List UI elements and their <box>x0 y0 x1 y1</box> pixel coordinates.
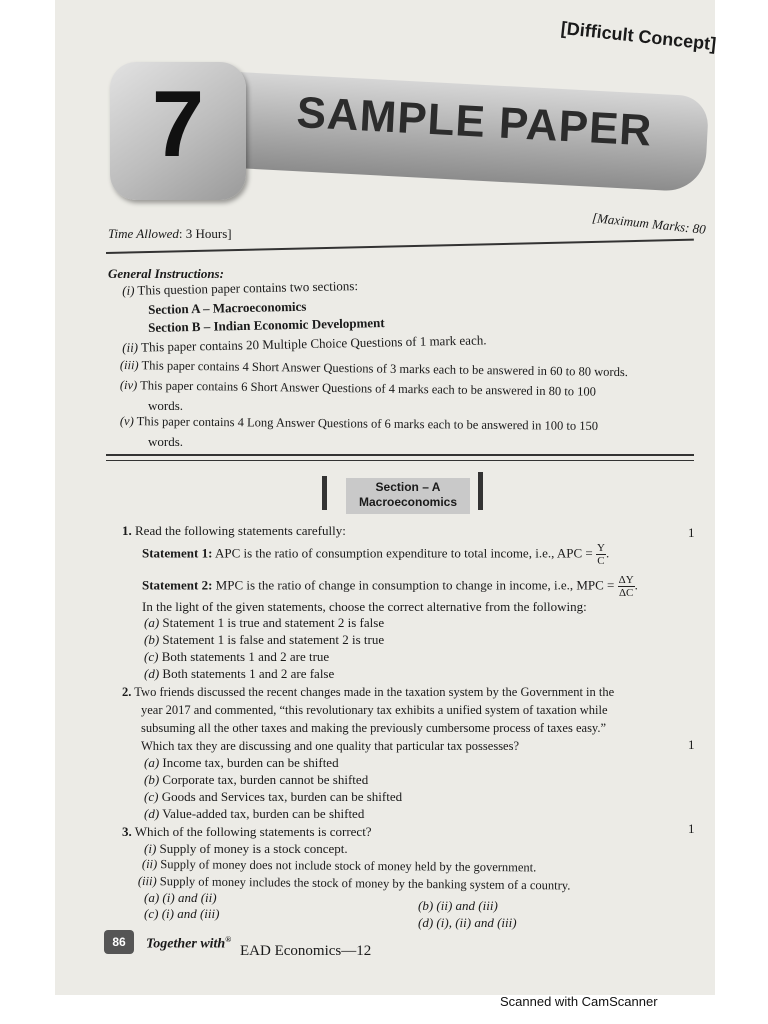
apc-fraction <box>596 542 606 567</box>
question-text: Which of the following statements is correct? <box>134 824 372 839</box>
instruction-item: Section A – Macroeconomics <box>148 298 307 317</box>
option-label: (c) <box>144 789 159 804</box>
option-label: (c) <box>144 649 159 664</box>
paper-title: SAMPLE PAPER <box>295 88 654 156</box>
instruction-num: (v) <box>119 414 134 429</box>
question-marks: 1 <box>688 737 695 752</box>
statement-2: Statement 2: MPC is the ratio of change in consumption to change in income, i.e., MPC = $\frac{\Delta Y}{\Delta C}$ . <box>142 574 638 599</box>
option-label: (c) <box>144 906 159 921</box>
option-label: (a) <box>144 615 160 630</box>
option-label: (b) <box>144 772 160 787</box>
statement-text: Supply of money does not include stock of money held by the government. <box>160 857 537 875</box>
fraction-numerator: ΔY <box>618 574 634 586</box>
option-text: Both statements 1 and 2 are false <box>162 666 335 681</box>
section-subtitle: Macroeconomics <box>358 495 458 509</box>
option-label: (a) <box>144 890 160 905</box>
instruction-num: (i) <box>122 282 135 298</box>
mpc-fraction <box>618 574 635 599</box>
maximum-marks: [Maximum Marks: 80 <box>591 210 707 237</box>
statement-text: Supply of money is a stock concept. <box>159 841 348 856</box>
instruction-num: (iv) <box>119 378 138 393</box>
section-bar-right <box>478 472 483 510</box>
difficulty-tag: [Difficult Concept] <box>559 18 718 55</box>
option <box>418 915 517 931</box>
option-text: (i) and (iii) <box>161 906 220 921</box>
statement <box>144 841 348 857</box>
question-number: 1. <box>122 523 132 538</box>
brand-name: Together with <box>146 936 226 952</box>
statement-label: Statement 1: <box>142 545 213 561</box>
instruction-text: This paper contains 20 Multiple Choice Questions of 1 mark each. <box>140 332 487 355</box>
statement-label: (ii) <box>141 857 158 872</box>
fraction-numerator: Y <box>597 542 605 554</box>
statement-1: Statement 1: APC is the ratio of consumption expenditure to total income, i.e., APC = $\frac{Y}{C}$ . <box>142 542 610 567</box>
camscanner-watermark: Scanned with CamScanner <box>500 994 658 1009</box>
option <box>144 755 339 771</box>
statement-text: APC is the ratio of consumption expenditure to total income, i.e., APC = <box>214 545 593 561</box>
paper-number: 7 <box>151 71 205 176</box>
question-3 <box>122 824 372 840</box>
instruction-num: (iii) <box>119 358 139 373</box>
statement-label: (i) <box>144 841 157 856</box>
question-text: Read the following statements carefully: <box>135 523 346 538</box>
question-text: year 2017 and commented, “this revolutionary tax exhibits a unified system of taxation while <box>141 703 608 717</box>
option <box>418 898 498 914</box>
option <box>144 632 384 648</box>
instruction-item: words. <box>148 434 184 449</box>
divider <box>106 454 694 456</box>
option-label: (d) <box>418 915 434 930</box>
section-heading <box>346 478 470 514</box>
fraction-denominator: C <box>597 555 605 567</box>
option-text: Goods and Services tax, burden can be shifted <box>161 789 403 804</box>
instructions-heading: General Instructions: <box>108 266 224 281</box>
option-label: (a) <box>144 755 160 770</box>
option <box>144 649 329 665</box>
option <box>144 772 368 788</box>
question-marks: 1 <box>688 525 695 540</box>
question-text: subsuming all the other taxes and making the previously cumbersome process of taxes easy.” <box>141 721 607 735</box>
instruction-text: This question paper contains two sections: <box>137 278 359 298</box>
option <box>144 806 364 822</box>
option-text: Statement 1 is true and statement 2 is false <box>162 615 385 630</box>
option-text: Value-added tax, burden can be shifted <box>162 806 365 821</box>
option-text: (ii) and (iii) <box>436 898 498 913</box>
question-text: Two friends discussed the recent changes made in the taxation system by the Government in the <box>134 685 615 699</box>
option-text: Statement 1 is false and statement 2 is true <box>162 632 385 647</box>
fraction-denominator: ΔC <box>618 587 634 599</box>
instruction-item: words. <box>148 398 184 413</box>
statement-label: (iii) <box>137 874 157 889</box>
option-text: Both statements 1 and 2 are true <box>161 649 330 664</box>
question-text: Which tax they are discussing and one quality that particular tax possesses? <box>141 739 520 753</box>
question-number: 2. <box>122 685 132 699</box>
option <box>144 906 219 922</box>
question-number: 3. <box>122 824 132 839</box>
question-2 <box>122 685 614 700</box>
instruction-text: This paper contains 4 Long Answer Questions of 6 marks each to be answered in 100 to 150 <box>136 414 599 434</box>
instruction-num: (ii) <box>122 339 139 355</box>
time-allowed <box>108 226 232 242</box>
option <box>144 789 402 805</box>
option-label: (b) <box>418 898 434 913</box>
question-1 <box>122 523 346 539</box>
section-title: Section – A <box>375 480 441 494</box>
question-marks: 1 <box>688 821 695 836</box>
option-text: Income tax, burden can be shifted <box>162 755 339 770</box>
statement-text: Supply of money includes the stock of money by the banking system of a country. <box>159 874 571 893</box>
brand-logo <box>146 935 231 953</box>
statement-label: Statement 2: <box>142 577 213 593</box>
option <box>144 890 217 906</box>
option-text: (i), (ii) and (iii) <box>436 915 517 930</box>
registered-mark: ® <box>225 935 232 944</box>
instruction-item: Section B – Indian Economic Development <box>148 315 385 335</box>
paper-number-badge <box>110 62 246 200</box>
divider <box>106 460 694 461</box>
instruction-text: This paper contains 6 Short Answer Questions of 4 marks each to be answered in 80 to 100 <box>140 378 597 399</box>
option-text: (i) and (ii) <box>162 890 217 905</box>
page-number: 86 <box>104 930 134 954</box>
option-label: (d) <box>144 666 160 681</box>
question-prompt: In the light of the given statements, choose the correct alternative from the following: <box>142 599 587 614</box>
instruction-text: This paper contains 4 Short Answer Questions of 3 marks each to be answered in 60 to 80 words. <box>141 358 628 380</box>
time-value: : 3 Hours] <box>178 226 232 241</box>
book-title: EAD Economics—12 <box>240 943 372 959</box>
option-label: (d) <box>144 806 160 821</box>
option-text: Corporate tax, burden cannot be shifted <box>162 772 369 787</box>
statement-text: MPC is the ratio of change in consumption to change in income, i.e., MPC = <box>215 577 615 593</box>
option <box>144 615 384 631</box>
option-label: (b) <box>144 632 160 647</box>
section-bar-left <box>322 476 327 510</box>
option <box>144 666 334 682</box>
time-label: Time Allowed <box>108 226 179 241</box>
